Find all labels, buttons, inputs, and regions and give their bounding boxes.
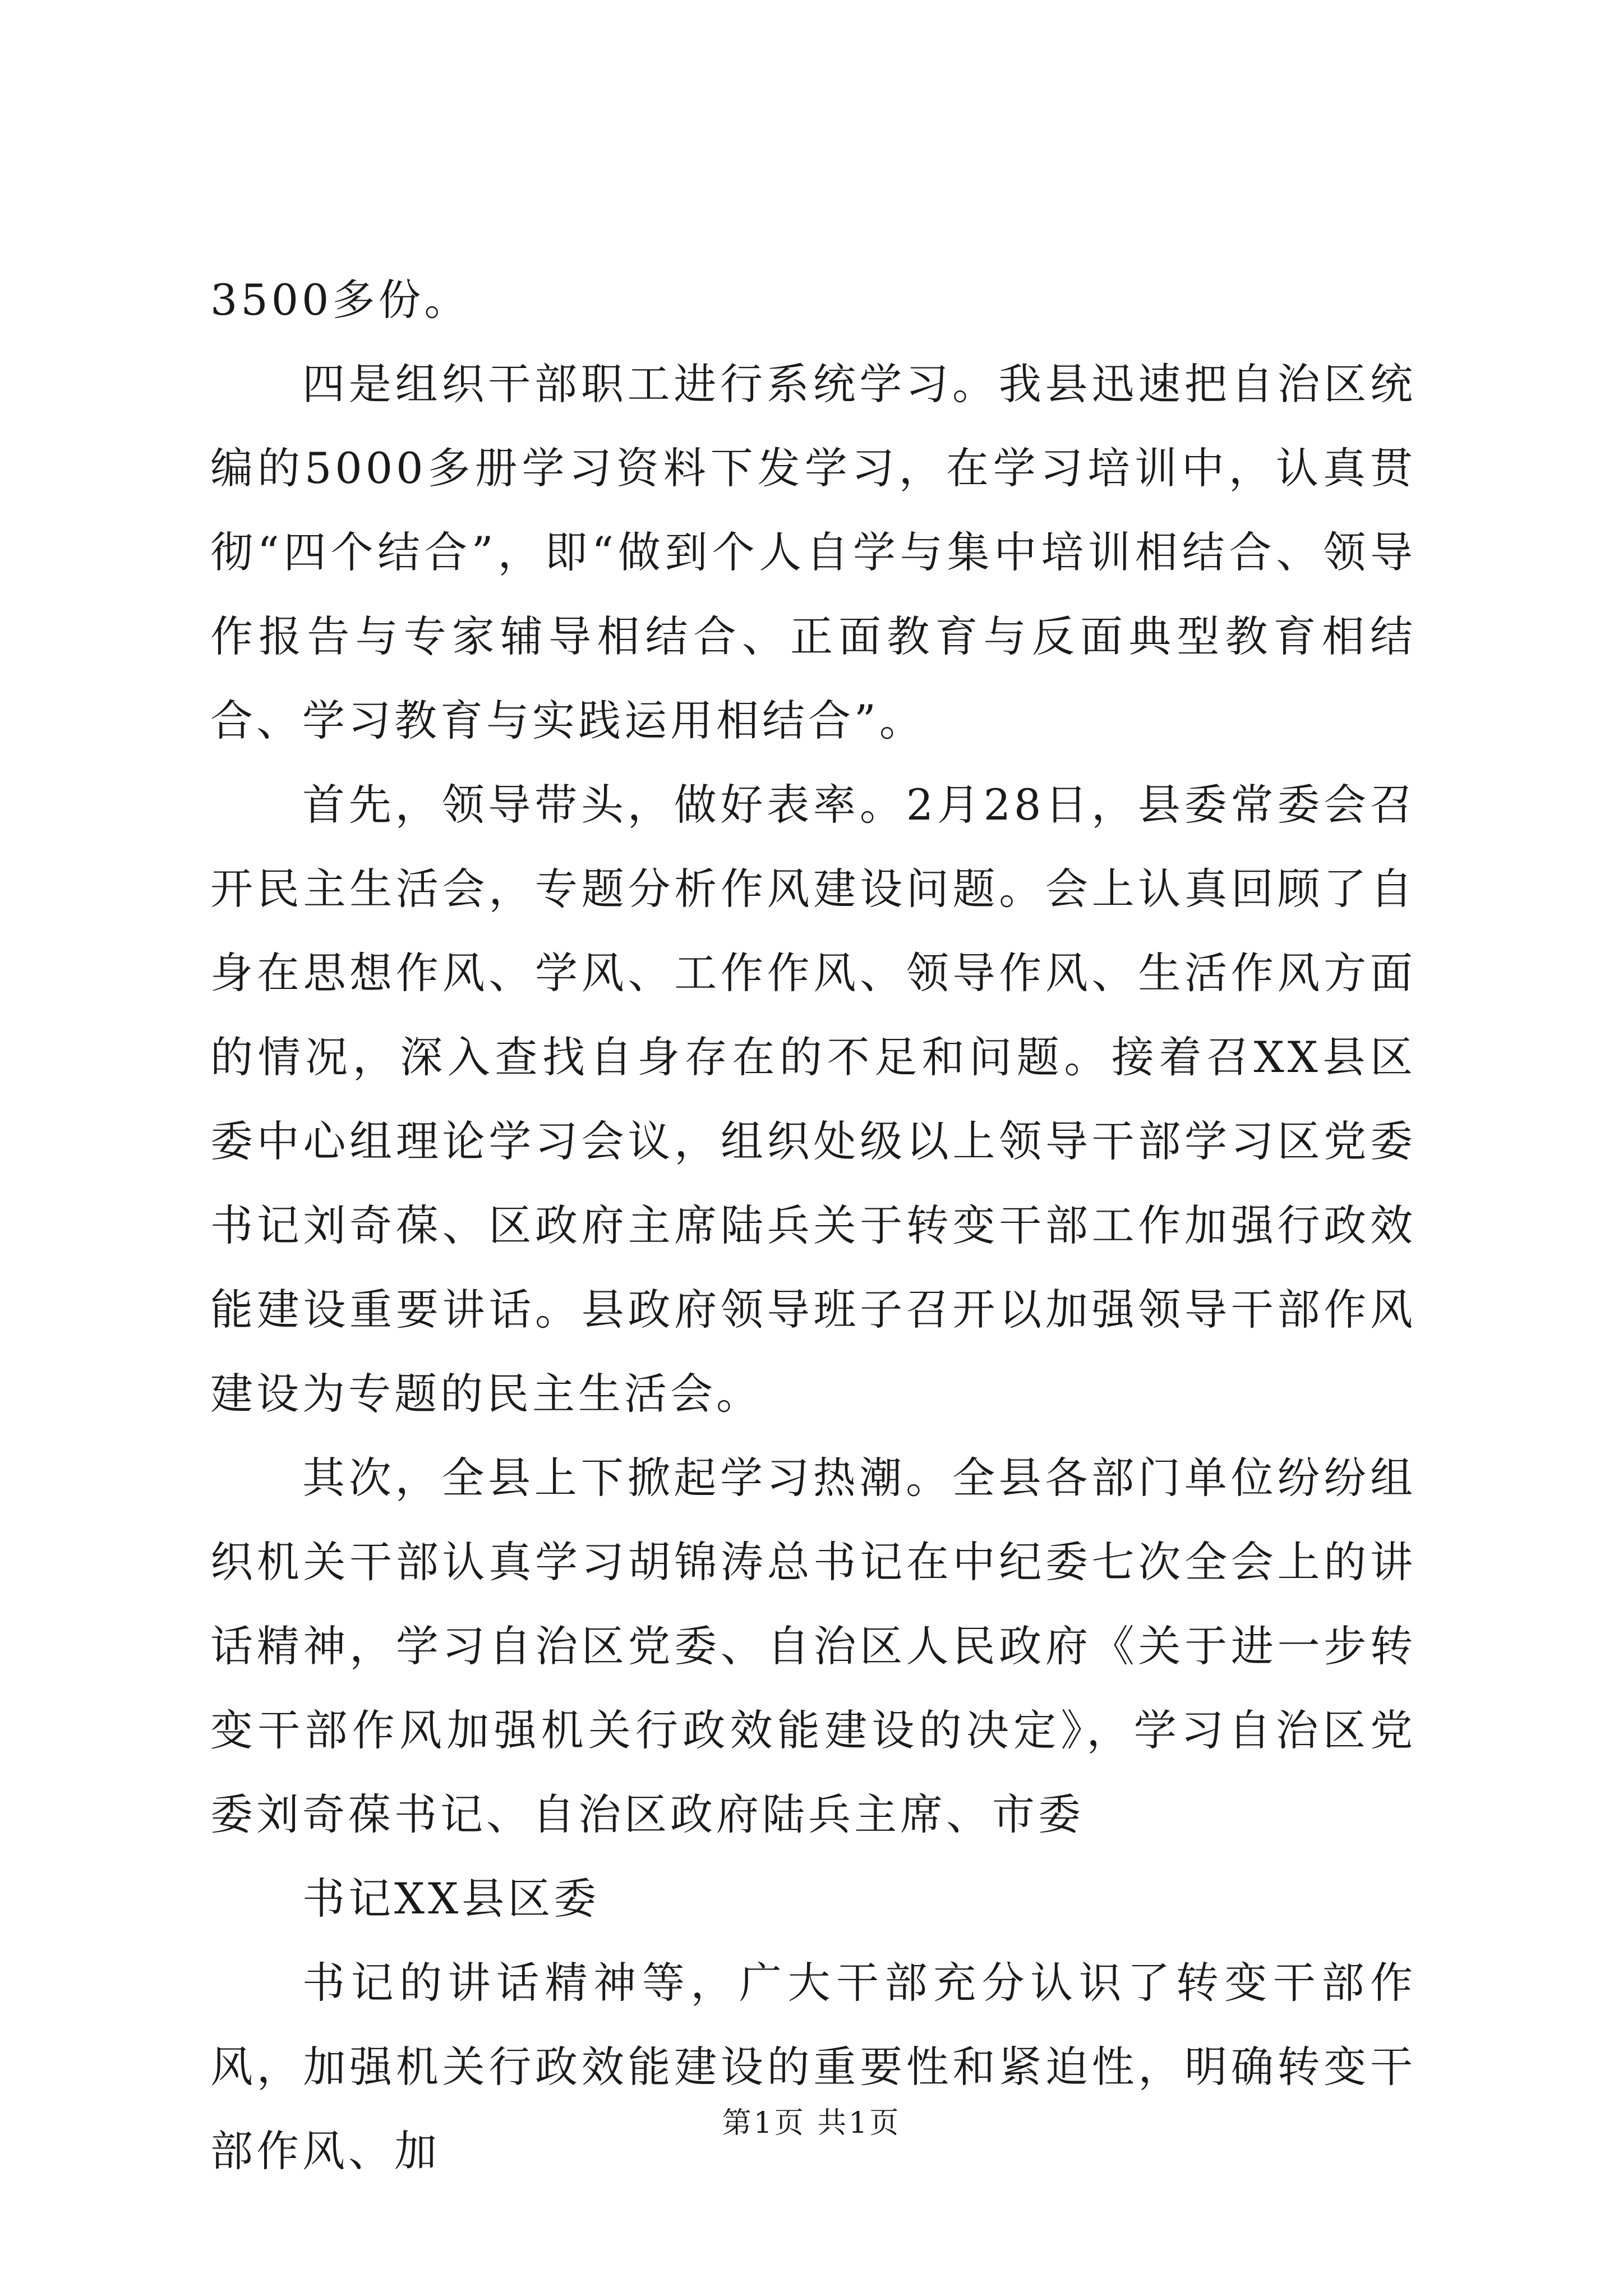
page-footer: 第1页 共1页 — [722, 2106, 901, 2140]
paragraph-study-wave: 其次，全县上下掀起学习热潮。全县各部门单位纷纷组织机关干部认真学习胡锦涛总书记在中纪委七次全会上的讲话精神，学习自治区党委、自治区人民政府《关于进一步转变干部作风加强机关行政效能建设的决定》，学习自治区党委刘奇葆书记、自治区政府陆兵主席、市委 — [210, 1453, 1416, 1839]
paragraph-continuation: 3500多份。 — [210, 275, 471, 325]
paragraph-leadership-example: 首先，领导带头，做好表率。2月28日，县委常委会召开民主生活会，专题分析作风建设问题。会上认真回顾了自身在思想作风、学风、工作作风、领导作风、生活作风方面的情况，深入查找自身存在的不足和问题。接着召XX县区委中心组理论学习会议，组织处级以上领导干部学习区党委书记刘奇葆、区政府主席陆兵关于转变干部工作加强行政效能建设重要讲话。县政府领导班子召开以加强领导干部作风建设为专题的民主生活会。 — [210, 780, 1416, 1419]
document-body — [210, 258, 1416, 2193]
paragraph-speech-spirit: 书记的讲话精神等，广大干部充分认识了转变干部作风，加强机关行政效能建设的重要性和紧迫性，明确转变干部作风、加 — [210, 1958, 1416, 2176]
paragraph-study-organization: 四是组织干部职工进行系统学习。我县迅速把自治区统编的5000多册学习资料下发学习，在学习培训中，认真贯彻“四个结合”，即“做到个人自学与集中培训相结合、领导作报告与专家辅导相结合、正面教育与反面典型教育相结合、学习教育与实践运用相结合”。 — [210, 359, 1416, 746]
paragraph-secretary-line: 书记XX县区委 — [302, 1874, 600, 1924]
